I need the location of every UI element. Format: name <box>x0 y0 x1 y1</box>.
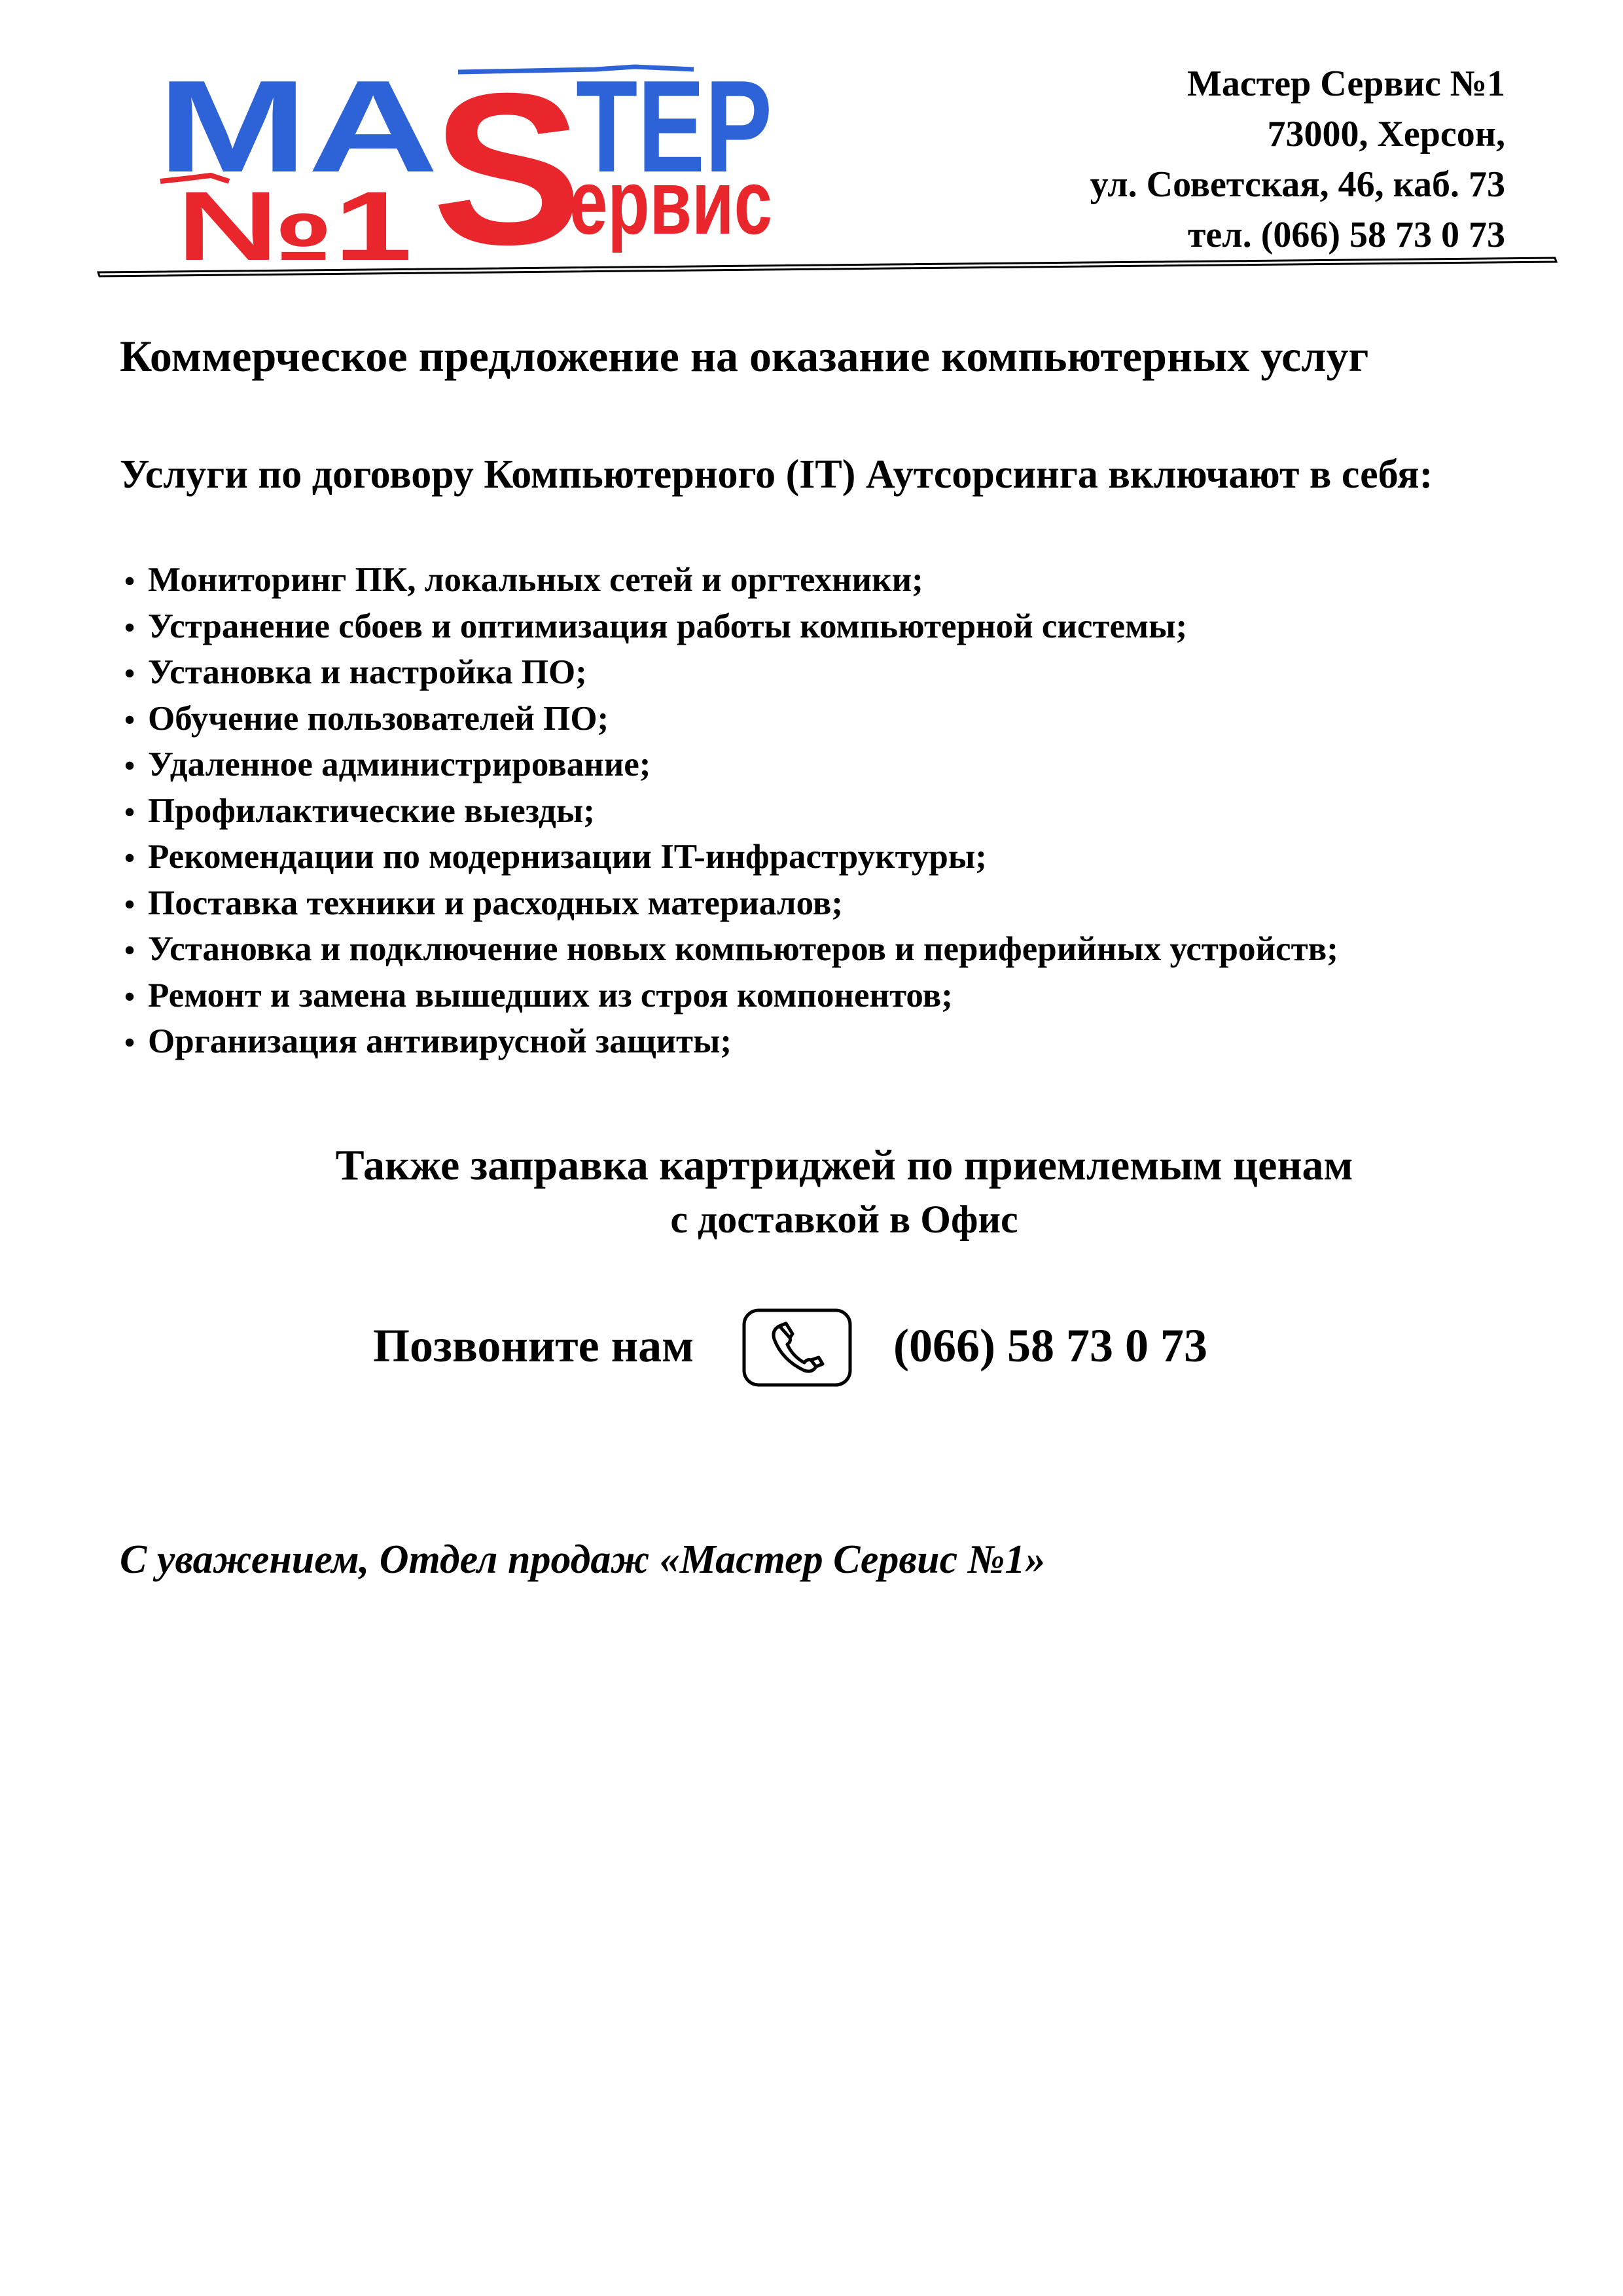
list-item <box>124 927 1338 973</box>
services-heading: Услуги по договору Компьютерного (IT) Аутсорсинга включают в себя: <box>120 452 1433 497</box>
signature: С уважением, Отдел продаж «Мастер Сервис №1» <box>120 1537 1046 1582</box>
service-text: Ремонт и замена вышедших из строя компонентов; <box>148 976 953 1014</box>
offer-line-1: Также заправка картриджей по приемлемым ценам <box>335 1141 1353 1189</box>
header-divider <box>96 254 1559 280</box>
address-phone: тел. (066) 58 73 0 73 <box>1187 215 1505 255</box>
service-text: Организация антивирусной защиты; <box>148 1022 732 1060</box>
service-text: Мониторинг ПК, локальных сетей и оргтехники; <box>148 561 923 599</box>
list-item <box>124 604 1338 651</box>
offer-line-2: с доставкой в Офис <box>670 1198 1018 1241</box>
list-item <box>124 650 1338 696</box>
company-logo <box>151 60 779 270</box>
list-item <box>124 834 1338 881</box>
service-text: Устранение сбоев и оптимизация работы компьютерной системы; <box>148 607 1188 645</box>
bullet-marker: • <box>124 841 135 874</box>
service-text: Удаленное администрирование; <box>148 745 651 783</box>
bullet-marker: • <box>124 979 135 1013</box>
svg-text:ТЕР: ТЕР <box>576 60 772 200</box>
service-text: Рекомендации по модернизации IT-инфраструктуры; <box>148 838 987 876</box>
address-company-name: Мастер Сервис №1 <box>1187 63 1505 104</box>
svg-text:№1: №1 <box>177 171 412 270</box>
bullet-marker: • <box>124 656 135 690</box>
services-list <box>124 558 1338 1066</box>
bullet-marker: • <box>124 887 135 921</box>
list-item <box>124 742 1338 789</box>
bullet-marker: • <box>124 564 135 598</box>
bullet-marker: • <box>124 1026 135 1059</box>
company-address <box>1090 59 1505 260</box>
cartridge-offer <box>0 1139 1623 1246</box>
list-item <box>124 1019 1338 1066</box>
service-text: Установка и подключение новых компьютеров и периферийных устройств; <box>148 930 1338 968</box>
svg-text:ервис: ервис <box>569 151 772 253</box>
service-text: Поставка техники и расходных материалов; <box>148 884 844 922</box>
service-text: Обучение пользователей ПО; <box>148 699 609 738</box>
list-item <box>124 696 1338 743</box>
address-street: ул. Советская, 46, каб. 73 <box>1090 164 1505 205</box>
logo-mark <box>157 60 772 270</box>
bullet-marker: • <box>124 702 135 736</box>
bullet-marker: • <box>124 795 135 829</box>
call-phone-number[interactable]: (066) 58 73 0 73 <box>893 1319 1207 1372</box>
bullet-marker: • <box>124 749 135 782</box>
document-title: Коммерческое предложение на оказание компьютерных услуг <box>120 331 1369 381</box>
bullet-marker: • <box>124 610 135 644</box>
call-us-label: Позвоните нам <box>373 1319 694 1372</box>
service-text: Установка и настройка ПО; <box>148 653 587 691</box>
list-item <box>124 558 1338 604</box>
phone-handset-icon <box>741 1308 853 1388</box>
service-text: Профилактические выезды; <box>148 791 595 830</box>
svg-text:S: S <box>432 60 582 270</box>
address-city: 73000, Херсон, <box>1267 114 1505 154</box>
svg-text:МА: МА <box>157 60 438 200</box>
bullet-marker: • <box>124 933 135 967</box>
list-item <box>124 789 1338 835</box>
list-item <box>124 881 1338 927</box>
list-item <box>124 973 1338 1020</box>
